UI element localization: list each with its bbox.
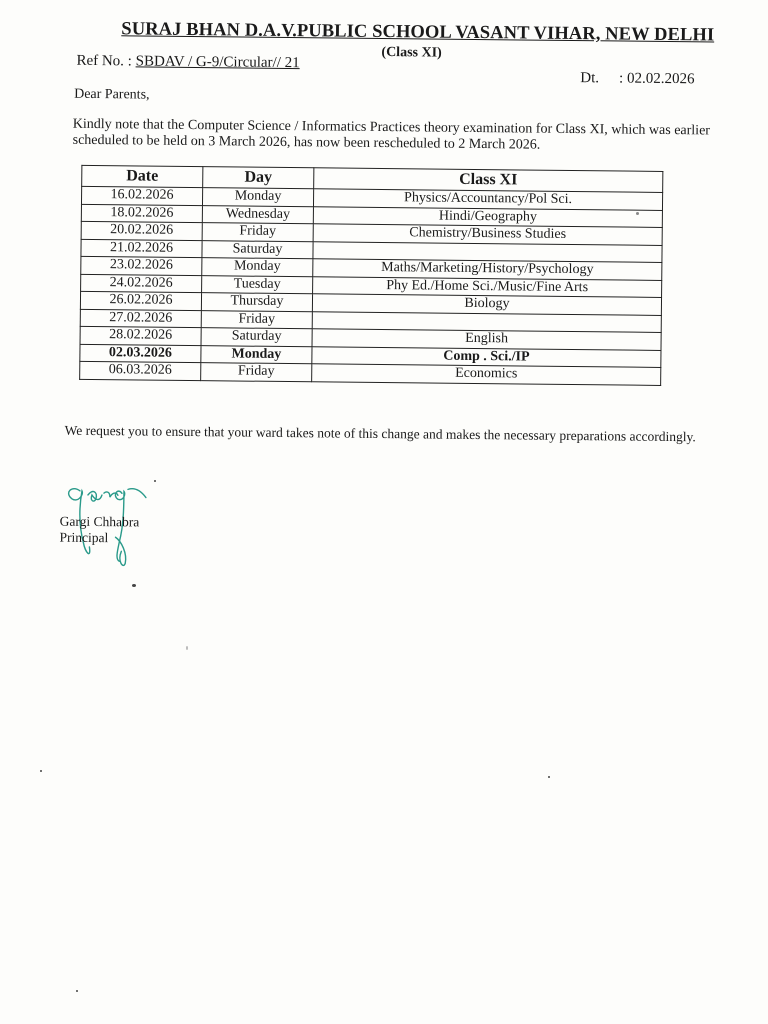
row-date: 24.02.2026	[81, 274, 202, 293]
row-date: 20.02.2026	[81, 221, 202, 240]
row-day: Friday	[202, 223, 313, 242]
row-day: Monday	[202, 188, 313, 207]
row-date: 28.02.2026	[80, 326, 201, 345]
request-paragraph: We request you to ensure that your ward takes note of this change and makes the necessary preparations accordingly.	[64, 422, 696, 445]
row-day: Saturday	[201, 328, 312, 347]
row-date: 18.02.2026	[81, 204, 202, 223]
header-date: Date	[82, 165, 203, 187]
row-subject: Economics	[312, 364, 661, 385]
scan-speck	[40, 770, 42, 772]
row-date: 02.03.2026	[80, 344, 201, 363]
scan-speck	[186, 646, 188, 650]
exam-schedule-table	[79, 165, 663, 386]
row-day: Tuesday	[202, 275, 313, 294]
header-day: Day	[203, 167, 314, 189]
scan-speck	[132, 584, 136, 587]
ref-label: Ref No. :	[76, 52, 132, 70]
letter-body	[3, 0, 768, 546]
row-subject: Physics/Accountancy/Pol Sci.	[313, 189, 662, 210]
scan-speck	[76, 990, 78, 992]
date-label: Dt.	[580, 70, 600, 87]
row-date: 06.03.2026	[80, 361, 201, 380]
row-day: Saturday	[202, 240, 313, 259]
row-date: 23.02.2026	[81, 256, 202, 275]
class-heading: (Class XI)	[381, 45, 442, 61]
row-subject: Chemistry/Business Studies	[313, 224, 662, 245]
scan-speck	[548, 776, 550, 778]
notice-paragraph: Kindly note that the Computer Science / Informatics Practices theory examination for Class XI, which was earlier scheduled to be held on 3 March 2026, has now been rescheduled to 2 March 2026.	[72, 116, 711, 153]
row-day: Friday	[201, 310, 312, 329]
row-subject: Comp . Sci./IP	[312, 346, 661, 367]
row-date: 26.02.2026	[80, 291, 201, 310]
row-day: Monday	[201, 345, 312, 364]
salutation: Dear Parents,	[74, 86, 150, 103]
scan-speck	[154, 480, 156, 482]
row-day: Friday	[201, 363, 312, 382]
row-subject: Maths/Marketing/History/Psychology	[313, 259, 662, 280]
row-day: Wednesday	[202, 205, 313, 224]
row-day: Thursday	[201, 293, 312, 312]
row-subject: Hindi/Geography	[313, 206, 662, 227]
principal-title: Principal	[59, 529, 109, 546]
row-day: Monday	[202, 258, 313, 277]
principal-name: Gargi Chhabra	[59, 513, 140, 530]
row-subject: Phy Ed./Home Sci./Music/Fine Arts	[313, 276, 662, 297]
row-date: 21.02.2026	[81, 239, 202, 258]
reference-number	[76, 53, 299, 72]
row-date: 16.02.2026	[81, 186, 202, 205]
circular-date	[580, 70, 694, 88]
row-subject: Biology	[312, 294, 661, 315]
school-name: SURAJ BHAN D.A.V.PUBLIC SCHOOL VASANT VIHAR, NEW DELHI	[121, 19, 715, 46]
scan-speck	[636, 212, 639, 215]
header-class: Class XI	[314, 168, 663, 193]
row-date: 27.02.2026	[80, 309, 201, 328]
date-value: : 02.02.2026	[618, 70, 695, 88]
row-subject: English	[312, 329, 661, 350]
ref-value: SBDAV / G-9/Circular// 21	[135, 53, 300, 72]
